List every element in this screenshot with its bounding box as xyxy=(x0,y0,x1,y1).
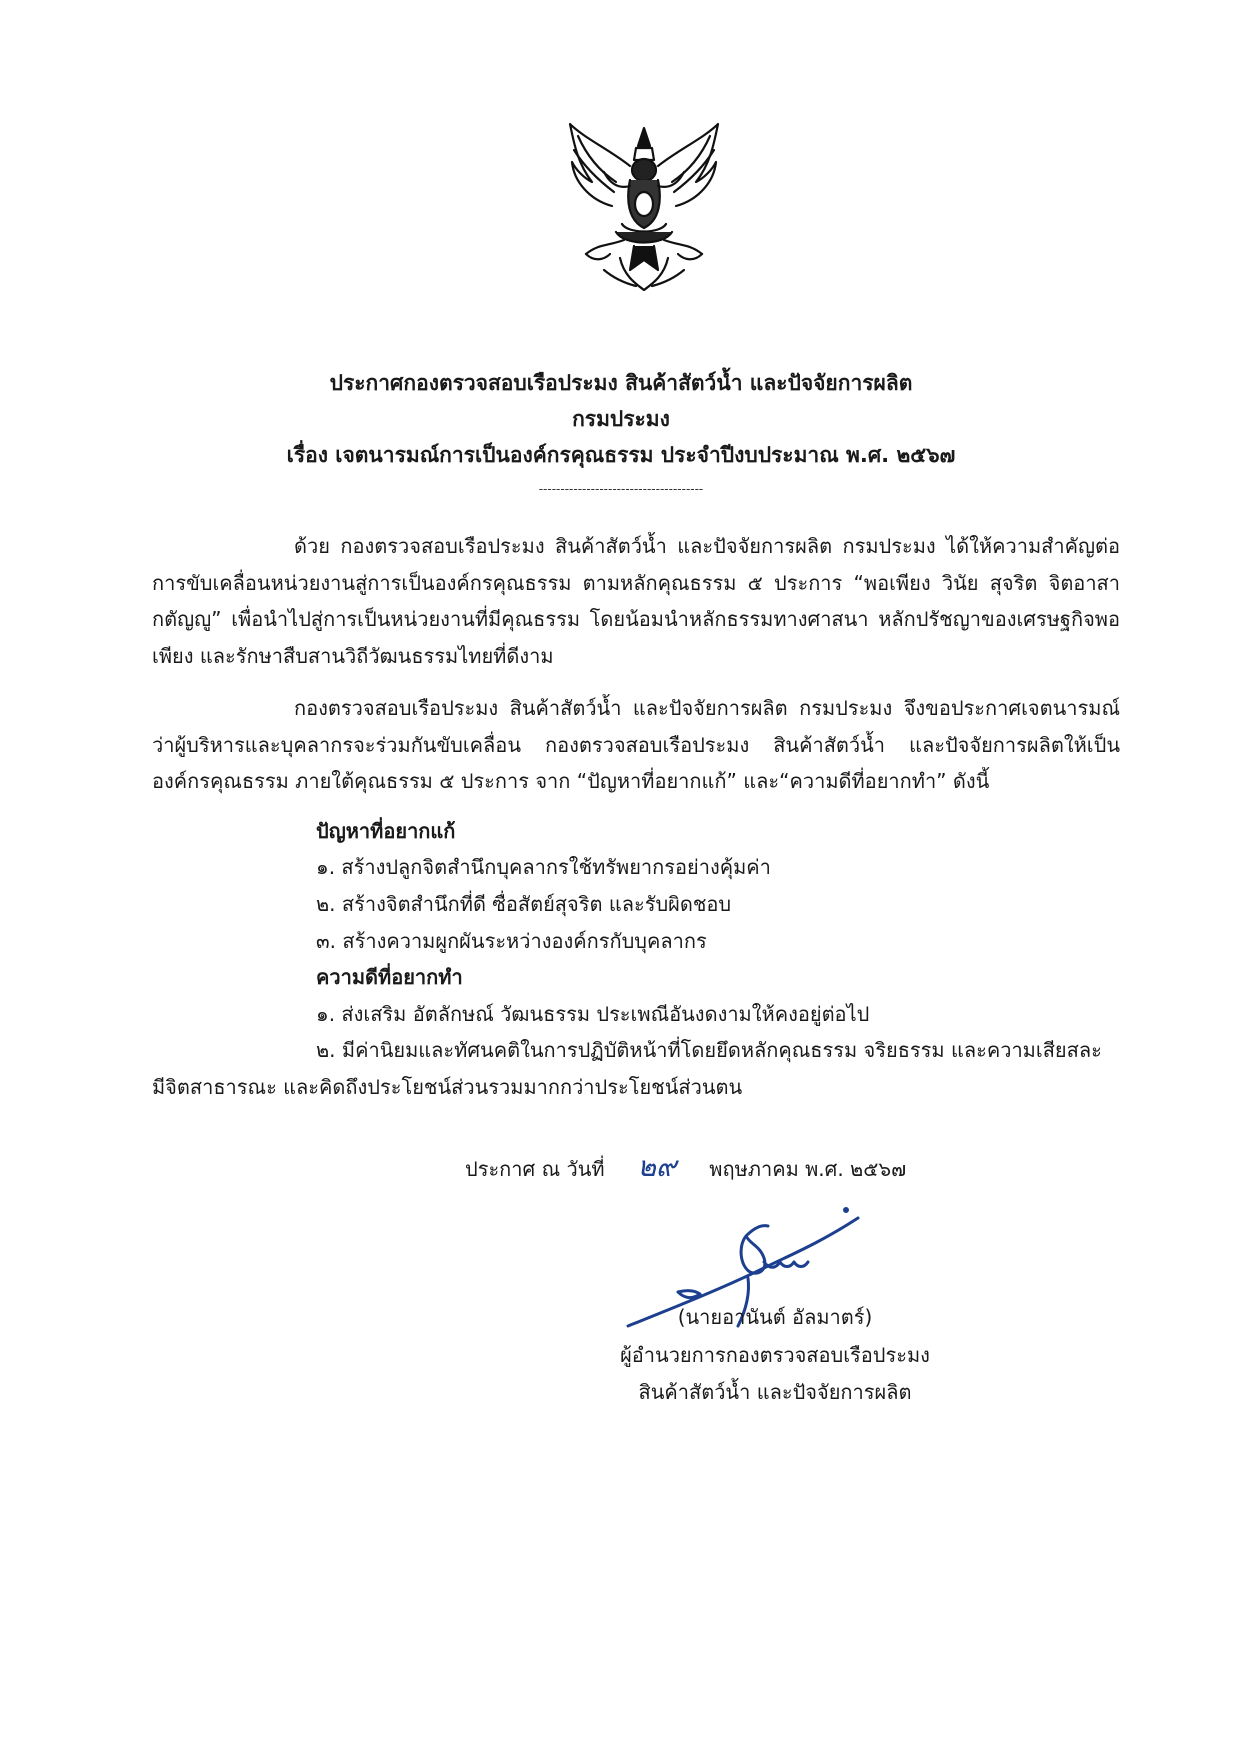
body-paragraph-1-text: ด้วย กองตรวจสอบเรือประมง สินค้าสัตว์น้ำ และปัจจัยการผลิต กรมประมง ได้ให้ความสำคัญต่อการขับเคลื่อนหน่วยงานสู่การเป็นองค์กรคุณธรรม ตามหลักคุณธรรม ๕ ประการ “พอเพียง วินัย สุจริต จิตอาสา กตัญญู” เพื่อนำไปสู่การเป็นหน่วยงานที่มีคุณธรรม โดยน้อมนำหลักธรรมทางศาสนา หลักปรัชญาของเศรษฐกิจพอเพียง และรักษาสืบสานวิถีวัฒนธรรมไทยที่ดีงาม xyxy=(152,534,1120,668)
signatory-position-1: ผู้อำนวยการกองตรวจสอบเรือประมง xyxy=(620,1343,930,1367)
body-paragraph-2-text: กองตรวจสอบเรือประมง สินค้าสัตว์น้ำ และปัจจัยการผลิต กรมประมง จึงขอประกาศเจตนารมณ์ว่าผู้บริหารและบุคลากรจะร่วมกันขับเคลื่อน กองตรวจสอบเรือประมง สินค้าสัตว์น้ำ และปัจจัยการผลิตให้เป็นองค์กรคุณธรรม ภายใต้คุณธรรม ๕ ประการ จาก “ปัญหาที่อยากแก้” และ“ความดีที่อยากทำ” ดังนี้ xyxy=(152,696,1120,794)
announcement-title: ประกาศกองตรวจสอบเรือประมง สินค้าสัตว์น้ำ และปัจจัยการผลิต xyxy=(329,371,913,395)
list-item: ๑. ส่งเสริม อัตลักษณ์ วัฒนธรรม ประเพณีอันงดงามให้คงอยู่ต่อไป xyxy=(316,1002,870,1026)
garuda-emblem-icon xyxy=(564,120,724,292)
announcement-date xyxy=(465,1150,906,1186)
subject-line: เรื่อง เจตนารมณ์การเป็นองค์กรคุณธรรม ประจำปีงบประมาณ พ.ศ. ๒๕๖๗ xyxy=(286,443,956,467)
body-paragraph-1 xyxy=(152,528,1120,674)
problems-heading: ปัญหาที่อยากแก้ xyxy=(316,819,456,843)
date-prefix: ประกาศ ณ วันที่ xyxy=(465,1157,605,1181)
date-day-handwritten: ๒๙ xyxy=(637,1150,677,1183)
date-month-year: พฤษภาคม พ.ศ. ๒๕๖๗ xyxy=(709,1157,907,1181)
signatory-name: (นายอานันต์ อัลมาตร์) xyxy=(677,1305,873,1329)
list-item: ๓. สร้างความผูกผันระหว่างองค์กรกับบุคลากร xyxy=(316,929,707,953)
body-paragraph-2 xyxy=(152,690,1120,800)
department-name: กรมประมง xyxy=(572,407,670,431)
goodness-heading: ความดีที่อยากทำ xyxy=(316,965,463,989)
title-divider: -------------------------------------- xyxy=(538,482,704,496)
list-item: ๒. สร้างจิตสำนึกที่ดี ซื่อสัตย์สุจริต และรับผิดชอบ xyxy=(316,892,732,916)
list-item: ๑. สร้างปลูกจิตสำนึกบุคลากรใช้ทรัพยากรอย่างคุ้มค่า xyxy=(316,855,771,879)
signatory-position-2: สินค้าสัตว์น้ำ และปัจจัยการผลิต xyxy=(638,1380,912,1404)
list-item: ๒. มีค่านิยมและทัศนคติในการปฏิบัติหน้าที่โดยยึดหลักคุณธรรม จริยธรรม และความเสียสละ xyxy=(316,1038,1102,1062)
list-item: มีจิตสาธารณะ และคิดถึงประโยชน์ส่วนรวมมากกว่าประโยชน์ส่วนตน xyxy=(152,1075,743,1099)
